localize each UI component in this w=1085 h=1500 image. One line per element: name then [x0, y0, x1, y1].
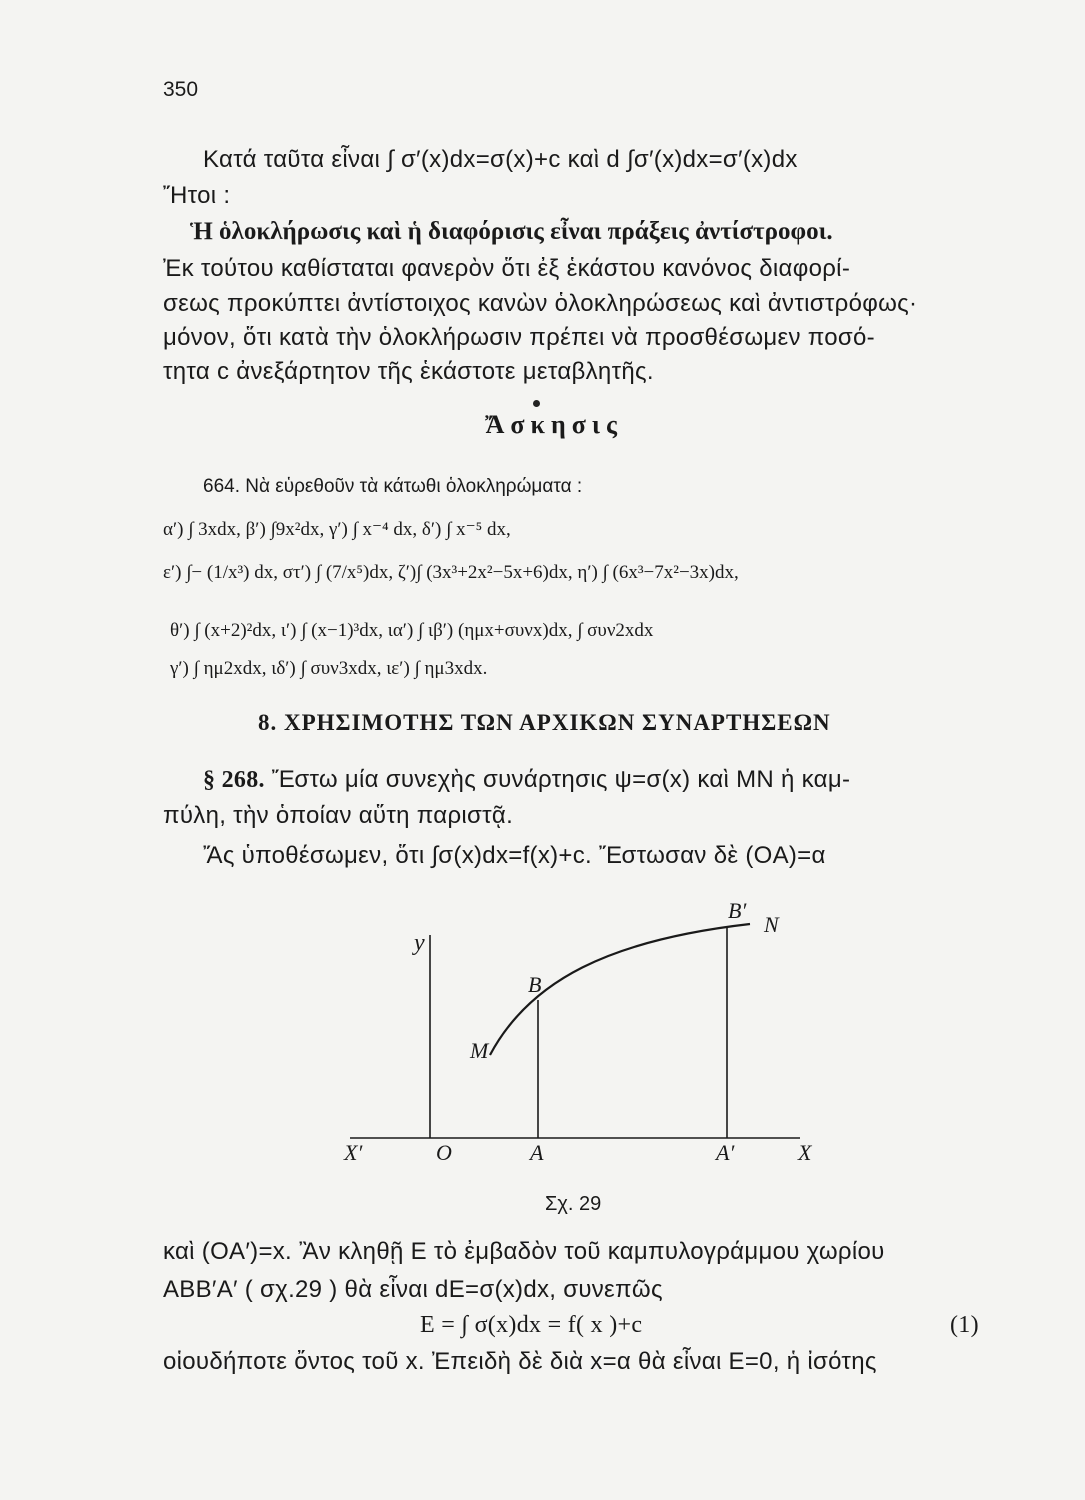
- intro-para-line-2: σεως προκύπτει ἀντίστοιχος κανὼν ὁλοκληρώσεως καὶ ἀντιστρόφως·: [163, 290, 918, 317]
- intro-line-1: Κατά ταῦτα εἶναι ∫ σ′(x)dx=σ(x)+c καὶ d ∫σ′(x)dx=σ′(x)dx: [203, 146, 798, 173]
- exercise-row-2: ε′) ∫− (1/x³) dx, στ′) ∫ (7/x⁵)dx, ζ′)∫ (3x³+2x²−5x+6)dx, η′) ∫ (6x³−7x²−3x)dx,: [163, 562, 739, 583]
- label-b-prime: B′: [728, 898, 747, 923]
- label-origin: O: [436, 1140, 452, 1165]
- exercise-prompt: 664. Νὰ εὑρεθοῦν τὰ κάτωθι ὁλοκληρώματα :: [203, 476, 583, 497]
- equation-1: E = ∫ σ(x)dx = f( x )+c: [420, 1312, 643, 1338]
- label-b: B: [528, 972, 542, 997]
- exercise-row-1: α′) ∫ 3xdx, β′) ∫9x²dx, γ′) ∫ x⁻⁴ dx, δ′) ∫ x⁻⁵ dx,: [163, 519, 511, 540]
- intro-para-line-4: τητα c ἀνεξάρτητον τῆς ἑκάστοτε μεταβλητῆς.: [163, 358, 654, 385]
- intro-para-line-3: μόνον, ὅτι κατὰ τὴν ὁλοκλήρωσιν πρέπει νὰ προσθέσωμεν ποσό-: [163, 324, 875, 351]
- intro-line-2: Ἤτοι :: [163, 182, 231, 209]
- label-n: N: [764, 912, 779, 937]
- section-heading: 8. ΧΡΗΣΙΜΟΤΗΣ ΤΩΝ ΑΡΧΙΚΩΝ ΣΥΝΑΡΤΗΣΕΩΝ: [258, 710, 831, 735]
- section-line-1-text: Ἔστω μία συνεχὴς συνάρτησις ψ=σ(x) καὶ MN ἡ καμ-: [264, 766, 851, 793]
- figure-caption: Σχ. 29: [545, 1193, 602, 1215]
- label-a-prime: A′: [716, 1140, 735, 1165]
- conclusion-line-3: οἱουδήποτε ὄντος τοῦ x. Ἐπειδὴ δὲ διὰ x=α θὰ εἶναι E=0, ἡ ἰσότης: [163, 1348, 877, 1375]
- section-line-2: πύλη, τὴν ὁποίαν αὕτη παριστᾷ.: [163, 802, 514, 829]
- exercise-row-4: γ′) ∫ ημ2xdx, ιδ′) ∫ συν3xdx, ιε′) ∫ ημ3xdx.: [170, 658, 488, 679]
- exercises-title: Ἄσκησις: [485, 410, 623, 439]
- conclusion-line-2: ABB′A′ ( σχ.29 ) θὰ εἶναι dE=σ(x)dx, συνεπῶς: [163, 1276, 663, 1303]
- paragraph-mark: § 268.: [203, 767, 265, 793]
- label-a: A: [530, 1140, 544, 1165]
- intro-para-line-1: Ἐκ τούτου καθίσταται φανερὸν ὅτι ἐξ ἑκάστου κανόνος διαφορί-: [163, 255, 851, 282]
- ornament-dot: [533, 400, 540, 407]
- label-x-negative: X′: [344, 1140, 363, 1165]
- page-number: 350: [163, 78, 199, 101]
- conclusion-line-1: καὶ (OA′)=x. Ἂν κληθῇ E τὸ ἐμβαδὸν τοῦ καμπυλογράμμου χωρίου: [163, 1238, 885, 1265]
- label-y: y: [414, 930, 425, 956]
- label-m: M: [470, 1038, 489, 1063]
- section-line-1: [203, 766, 850, 794]
- exercise-row-3: θ′) ∫ (x+2)²dx, ι′) ∫ (x−1)³dx, ια′) ∫ ιβ′) (ημx+συνx)dx, ∫ συν2xdx: [170, 620, 654, 641]
- section-line-3: Ἄς ὑποθέσωμεν, ὅτι ∫σ(x)dx=f(x)+c. Ἔστωσαν δὲ (OA)=α: [203, 842, 826, 869]
- figure-29: [330, 900, 810, 1170]
- equation-number: (1): [950, 1312, 979, 1338]
- label-x-positive: X: [798, 1140, 812, 1165]
- rule-statement: Ἡ ὁλοκλήρωσις καὶ ἡ διαφόρισις εἶναι πράξεις ἀντίστροφοι.: [190, 218, 833, 245]
